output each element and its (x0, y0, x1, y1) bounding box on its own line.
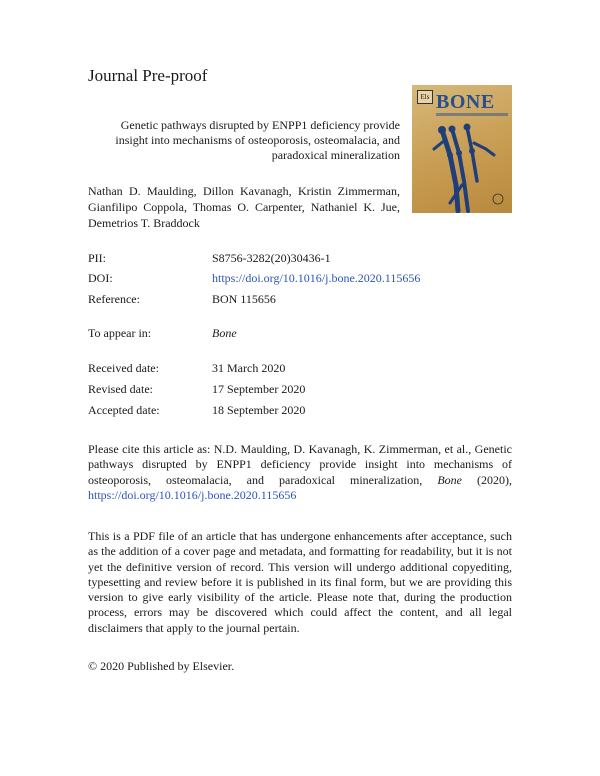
pii-value: S8756-3282(20)30436-1 (212, 251, 331, 265)
reference-label: Reference: (88, 292, 140, 306)
appear-in-label: To appear in: (88, 326, 152, 340)
appear-in-value: Bone (212, 326, 237, 340)
citation-paragraph (88, 442, 512, 503)
article-authors: Nathan D. Maulding, Dillon Kavanagh, Kristin Zimmerman, Gianfilipo Coppola, Thomas O. Carpenter, Nathaniel K. Jue, Demetrios T. Braddock (88, 184, 400, 230)
citation-text: Please cite this article as: N.D. Maulding, D. Kavanagh, K. Zimmerman, et al., Genetic pathways disrupted by ENPP1 deficiency provide insight into mechanisms of osteoporosis, osteomalacia, and paradoxical mineralization, (88, 442, 512, 487)
received-date-value: 31 March 2020 (212, 361, 286, 375)
cover-subtitle-bar (436, 113, 508, 116)
citation-journal: Bone (437, 472, 462, 487)
accepted-date-label: Accepted date: (88, 403, 160, 417)
citation-year: (2020), (461, 472, 512, 487)
reference-value: BON 115656 (212, 292, 276, 306)
journal-pre-proof-label: Journal Pre-proof (88, 66, 208, 85)
revised-date-label: Revised date: (88, 382, 153, 396)
doi-link[interactable]: https://doi.org/10.1016/j.bone.2020.115656 (212, 271, 421, 285)
citation-doi-link[interactable]: https://doi.org/10.1016/j.bone.2020.115656 (88, 487, 297, 502)
elsevier-seal-icon: Els (417, 90, 433, 104)
pre-proof-notice: This is a PDF file of an article that has undergone enhancements after acceptance, such as the addition of a cover page and metadata, and formatting for readability, but it is not yet the definitive version of record. This version will undergo additional copyediting, typesetting and review before it is published in its final form, but we are providing this version to give early visibility of the article. Please note that, during the production process, errors may be discovered which could affect the content, and all legal disclaimers that apply to the journal pertain. (88, 529, 512, 635)
revised-date-value: 17 September 2020 (212, 382, 306, 396)
received-date-label: Received date: (88, 361, 159, 375)
cover-journal-logo: BONE (436, 91, 495, 113)
doi-label: DOI: (88, 271, 113, 285)
copyright-notice: © 2020 Published by Elsevier. (88, 659, 235, 673)
accepted-date-value: 18 September 2020 (212, 403, 306, 417)
article-title: Genetic pathways disrupted by ENPP1 deficiency provide insight into mechanisms of osteoporosis, osteomalacia, and paradoxical mineralization (115, 118, 400, 162)
pii-label: PII: (88, 251, 106, 265)
journal-cover-image (412, 85, 512, 213)
